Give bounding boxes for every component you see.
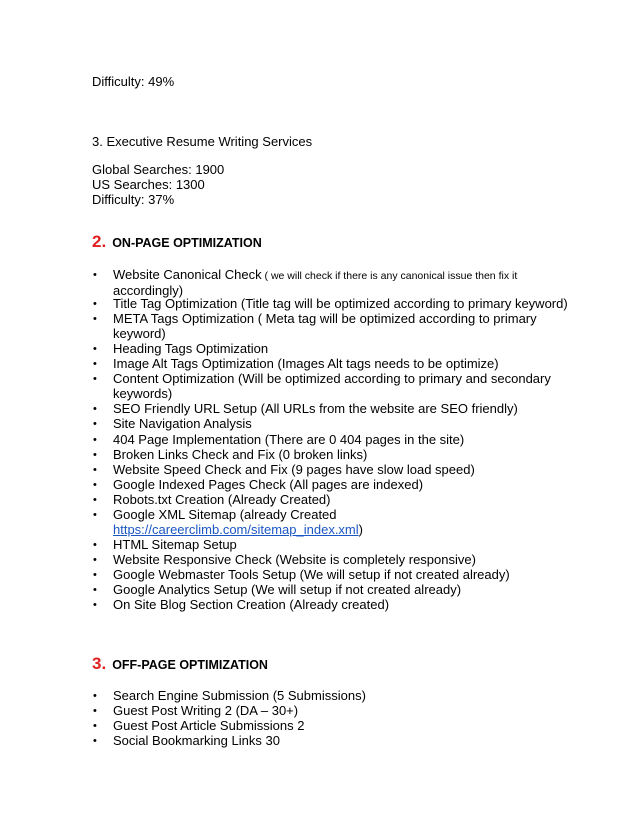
section2-title: ON-PAGE OPTIMIZATION <box>112 236 262 250</box>
keyword3-us-searches: US Searches: 1300 <box>92 177 205 192</box>
keyword3-difficulty: Difficulty: 37% <box>92 192 175 207</box>
difficulty-top: Difficulty: 49% <box>92 74 175 89</box>
section3-heading <box>92 654 268 674</box>
bullet-icon: • <box>93 735 97 747</box>
list-item-continuation: keyword) <box>113 326 166 341</box>
bullet-icon: • <box>93 373 97 385</box>
bullet-icon: • <box>93 599 97 611</box>
list-item: Google Indexed Pages Check (All pages are indexed) <box>113 477 424 492</box>
bullet-icon: • <box>93 705 97 717</box>
list-item: Robots.txt Creation (Already Created) <box>113 492 331 507</box>
bullet-icon: • <box>93 509 97 521</box>
list-item: Social Bookmarking Links 30 <box>113 733 280 748</box>
list-item: Site Navigation Analysis <box>113 416 252 431</box>
keyword3-title: 3. Executive Resume Writing Services <box>92 134 313 149</box>
list-item <box>113 267 517 284</box>
bullet-icon: • <box>93 269 97 281</box>
list-item-continuation: keywords) <box>113 386 173 401</box>
list-item: Google Webmaster Tools Setup (We will setup if not created already) <box>113 567 510 582</box>
list-item: Content Optimization (Will be optimized according to primary and secondary <box>113 371 551 386</box>
bullet-icon: • <box>93 464 97 476</box>
list-item: META Tags Optimization ( Meta tag will be optimized according to primary <box>113 311 537 326</box>
bullet-icon: • <box>93 434 97 446</box>
section2-number: 2. <box>92 232 107 251</box>
sitemap-link[interactable]: https://careerclimb.com/sitemap_index.xml <box>113 522 359 537</box>
list-item: Search Engine Submission (5 Submissions) <box>113 688 366 703</box>
section3-title: OFF-PAGE OPTIMIZATION <box>112 658 268 672</box>
list-item-continuation <box>113 522 363 537</box>
bullet-icon: • <box>93 494 97 506</box>
list-item: 404 Page Implementation (There are 0 404 pages in the site) <box>113 432 465 447</box>
bullet-icon: • <box>93 479 97 491</box>
list-item: Broken Links Check and Fix (0 broken links) <box>113 447 368 462</box>
list-item: Google XML Sitemap (already Created <box>113 507 337 522</box>
list-item: Guest Post Article Submissions 2 <box>113 718 305 733</box>
list-item-note: ( we will check if there is any canonical issue then fix it <box>261 270 518 282</box>
list-item: Image Alt Tags Optimization (Images Alt tags needs to be optimize) <box>113 356 499 371</box>
list-item: On Site Blog Section Creation (Already created) <box>113 597 390 612</box>
section3-number: 3. <box>92 654 107 673</box>
list-item-text: ) <box>358 522 363 537</box>
bullet-icon: • <box>93 539 97 551</box>
list-item: HTML Sitemap Setup <box>113 537 237 552</box>
bullet-icon: • <box>93 298 97 310</box>
list-item: Website Responsive Check (Website is completely responsive) <box>113 552 476 567</box>
section2-heading <box>92 232 262 252</box>
list-item: SEO Friendly URL Setup (All URLs from the website are SEO friendly) <box>113 401 518 416</box>
bullet-icon: • <box>93 343 97 355</box>
bullet-icon: • <box>93 403 97 415</box>
keyword3-global-searches: Global Searches: 1900 <box>92 162 225 177</box>
list-item-continuation: accordingly) <box>113 283 184 298</box>
bullet-icon: • <box>93 554 97 566</box>
bullet-icon: • <box>93 720 97 732</box>
bullet-icon: • <box>93 418 97 430</box>
list-item: Guest Post Writing 2 (DA – 30+) <box>113 703 299 718</box>
bullet-icon: • <box>93 584 97 596</box>
bullet-icon: • <box>93 569 97 581</box>
list-item: Title Tag Optimization (Title tag will be optimized according to primary keyword) <box>113 296 568 311</box>
bullet-icon: • <box>93 449 97 461</box>
list-item: Heading Tags Optimization <box>113 341 269 356</box>
list-item: Website Speed Check and Fix (9 pages have slow load speed) <box>113 462 475 477</box>
bullet-icon: • <box>93 690 97 702</box>
list-item: Google Analytics Setup (We will setup if not created already) <box>113 582 462 597</box>
bullet-icon: • <box>93 358 97 370</box>
list-item-text: Website Canonical Check <box>113 267 262 282</box>
bullet-icon: • <box>93 313 97 325</box>
